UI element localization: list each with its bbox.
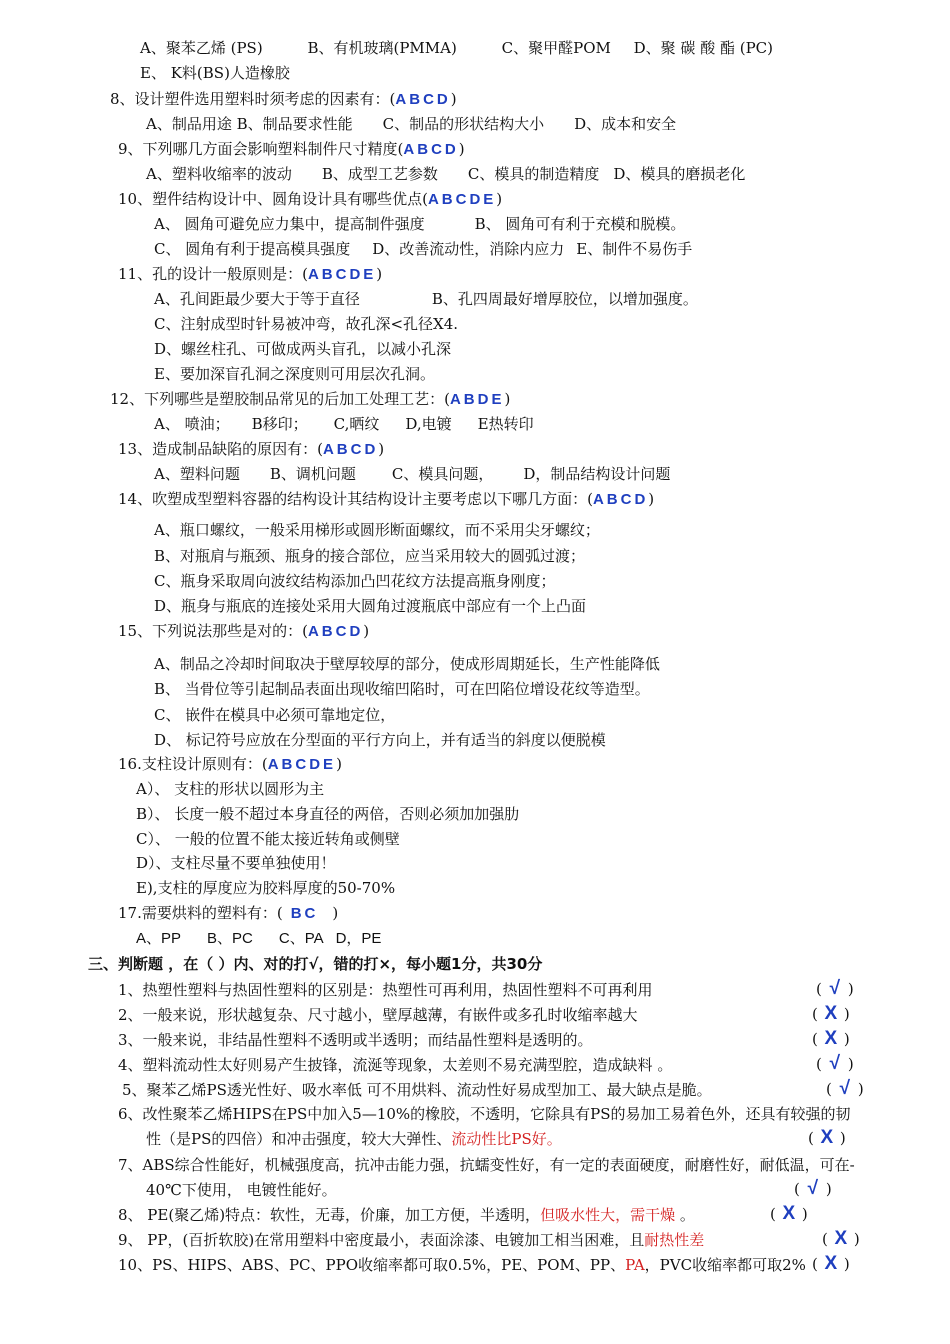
section-heading-true-false: 三、判断题 ，在（ ）内、对的打√，错的打×，每小题1分，共30分: [88, 955, 543, 973]
q12-stem: 12、下列哪些是塑胶制品常见的后加工处理工艺：(ABDE): [110, 390, 511, 408]
tf-item-7-text-cont: 40℃下使用， 电镀性能好。: [146, 1181, 337, 1199]
tf-item-9-text: 9、 PP，(百折软胶)在常用塑料中密度最小，表面涂漆、电镀加工相当困难，且耐热性差: [118, 1231, 705, 1249]
q8-options: A、制品用途 B、制品要求性能 C、制品的形状结构大小 D、成本和安全: [146, 115, 677, 133]
q16-option-c: C）、 一般的位置不能太接近转角或侧壁: [136, 830, 400, 848]
tf-item-4-mark: ( √ ): [816, 1053, 854, 1074]
q7-option-a: A、聚苯乙烯 (PS): [140, 39, 263, 57]
q14-answer: ABCD: [592, 491, 649, 508]
tf-item-10-highlight: PA: [625, 1256, 645, 1274]
tf-item-5-text: 5、聚苯乙烯PS透光性好、吸水率低 可不用烘料、流动性好易成型加工、最大缺点是脆。: [122, 1081, 712, 1099]
tf-item-1-mark: ( √ ): [816, 978, 854, 999]
q15-option-c: C、 嵌件在模具中必须可靠地定位，: [154, 706, 396, 724]
q11-answer: ABCDE: [307, 266, 377, 283]
q15-option-b: B、 当骨位等引起制品表面出现收缩凹陷时，可在凹陷位增设花纹等造型。: [154, 680, 650, 698]
q16-option-a: A）、 支柱的形状以圆形为主: [136, 780, 325, 798]
q7-option-d: D、聚 碳 酸 酯 (PC): [633, 39, 774, 57]
q16-option-b: B）、 长度一般不超过本身直径的两倍，否则必须加加强肋: [136, 805, 520, 823]
q14-option-d: D、瓶身与瓶底的连接处采用大圆角过渡瓶底中部应有一个上凸面: [154, 597, 587, 615]
tf-item-8-text: 8、 PE(聚乙烯)特点：软性，无毒，价廉，加工方便，半透明，但吸水性大，需干燥 。: [118, 1206, 695, 1224]
q15-stem: 15、下列说法那些是对的：(ABCD): [118, 622, 370, 640]
tf-item-4-text: 4、塑料流动性太好则易产生披锋，流涎等现象，太差则不易充满型腔，造成缺料 。: [118, 1056, 673, 1074]
q11-option-d: D、螺丝柱孔、可做成两头盲孔，以减小孔深: [154, 340, 452, 358]
tf-item-6-text: 6、改性聚苯乙烯HIPS在PS中加入5—10%的橡胶，不透明，它除具有PS的易加工易着色外，还具有较强的韧: [118, 1105, 851, 1123]
q14-option-c: C、瓶身采取周向波纹结构添加凸凹花纹方法提高瓶身刚度；: [154, 572, 556, 590]
q14-option-a: A、瓶口螺纹，一般采用梯形或圆形断面螺纹，而不采用尖牙螺纹；: [154, 521, 600, 539]
q13-stem: 13、造成制品缺陷的原因有：(ABCD): [118, 440, 385, 458]
tf-item-10-mark: ( X ): [812, 1253, 850, 1274]
q9-stem: 9、下列哪几方面会影响塑料制件尺寸精度(ABCD): [118, 140, 465, 158]
tf-item-2-text: 2、一般来说，形状越复杂、尺寸越小，壁厚越薄，有嵌件或多孔时收缩率越大: [118, 1006, 638, 1024]
q17-stem: 17.需要烘料的塑料有：( BC ): [118, 904, 339, 922]
q15-answer: ABCD: [307, 623, 364, 640]
q10-stem: 10、塑件结构设计中、圆角设计具有哪些优点(ABCDE): [118, 190, 503, 208]
q11-option-c: C、注射成型时针易被冲弯，故孔深<孔径X4.: [154, 315, 459, 333]
q7-option-b: B、有机玻璃(PMMA): [307, 39, 457, 57]
q17-options: A、PP B、PC C、PA D，PE: [136, 930, 382, 947]
q14-stem: 14、吹塑成型塑料容器的结构设计其结构设计主要考虑以下哪几方面：(ABCD): [118, 490, 655, 508]
tf-item-10-text: 10、PS、HIPS、ABS、PC、PPO收缩率都可取0.5%，PE、POM、PP、PA，PVC收缩率都可取2%: [118, 1256, 806, 1274]
q11-stem: 11、孔的设计一般原则是：(ABCDE): [118, 265, 383, 283]
q8-stem: 8、设计塑件选用塑料时须考虑的因素有：(ABCD): [110, 90, 457, 108]
q16-option-d: D）、支柱尽量不要单独使用！: [136, 854, 336, 872]
q12-options: A、 喷油； B移印； C,晒纹 D,电镀 E热转印: [154, 415, 534, 433]
q15-option-a: A、制品之冷却时间取决于壁厚较厚的部分，使成形周期延长，生产性能降低: [154, 655, 660, 673]
tf-item-7-text: 7、ABS综合性能好，机械强度高，抗冲击能力强，抗蠕变性好，有一定的表面硬度，耐磨性好，耐低温，可在-: [118, 1156, 855, 1174]
q7-option-c: C、聚甲醛POM: [501, 39, 611, 57]
tf-item-6-highlight: 流动性比PS好。: [451, 1130, 562, 1148]
q13-answer: ABCD: [322, 441, 379, 458]
q17-answer: BC: [290, 905, 319, 922]
tf-item-6-mark: ( X ): [808, 1127, 846, 1148]
q7-option-e: E、 K料(BS)人造橡胶: [140, 64, 290, 82]
q15-option-d: D、 标记符号应放在分型面的平行方向上，并有适当的斜度以便脱模: [154, 731, 606, 749]
q10-options-row2: C、 圆角有利于提高模具强度 D、改善流动性，消除内应力 E、制件不易伤手: [154, 240, 693, 258]
tf-item-3-mark: ( X ): [812, 1028, 850, 1049]
tf-item-2-mark: ( X ): [812, 1003, 850, 1024]
q12-answer: ABDE: [449, 391, 505, 408]
q13-options: A、塑料问题 B、调机问题 C、模具问题， D，制品结构设计问题: [154, 465, 671, 483]
tf-item-9-mark: ( X ): [822, 1228, 860, 1249]
tf-item-9-highlight: 耐热性差: [644, 1231, 705, 1249]
tf-item-5-mark: ( √ ): [826, 1078, 864, 1099]
q16-stem: 16.支柱设计原则有：(ABCDE): [118, 755, 342, 773]
q7-options: [140, 38, 773, 58]
q16-option-e: E),支柱的厚度应为胶料厚度的50-70%: [136, 879, 396, 897]
q9-answer: ABCD: [403, 141, 459, 158]
q9-options: A、塑料收缩率的波动 B、成型工艺参数 C、模具的制造精度 D、模具的磨损老化: [146, 165, 746, 183]
tf-item-6-text-cont: 性（是PS的四倍）和冲击强度，较大大弹性、流动性比PS好。: [146, 1130, 562, 1148]
q10-answer: ABCDE: [427, 191, 497, 208]
tf-item-7-mark: ( √ ): [794, 1178, 832, 1199]
tf-item-1-text: 1、热塑性塑料与热固性塑料的区别是：热塑性可再利用，热固性塑料不可再利用: [118, 981, 653, 999]
q16-answer: ABCDE: [267, 756, 337, 773]
q14-option-b: B、对瓶肩与瓶颈、瓶身的接合部位，应当采用较大的圆弧过渡；: [154, 547, 586, 565]
q11-option-e: E、要加深盲孔洞之深度则可用层次孔洞。: [154, 365, 435, 383]
q11-options-row1: A、孔间距最少要大于等于直径 B、孔四周最好增厚胶位，以增加强度。: [154, 290, 698, 308]
tf-item-3-text: 3、一般来说，非结晶性塑料不透明或半透明；而结晶性塑料是透明的。: [118, 1031, 593, 1049]
tf-item-8-mark: ( X ): [770, 1203, 808, 1224]
q8-answer: ABCD: [395, 91, 451, 108]
tf-item-8-highlight: 但吸水性大，需干燥: [540, 1206, 676, 1224]
q10-options-row1: A、 圆角可避免应力集中，提高制件强度 B、 圆角可有利于充模和脱模。: [154, 215, 686, 233]
